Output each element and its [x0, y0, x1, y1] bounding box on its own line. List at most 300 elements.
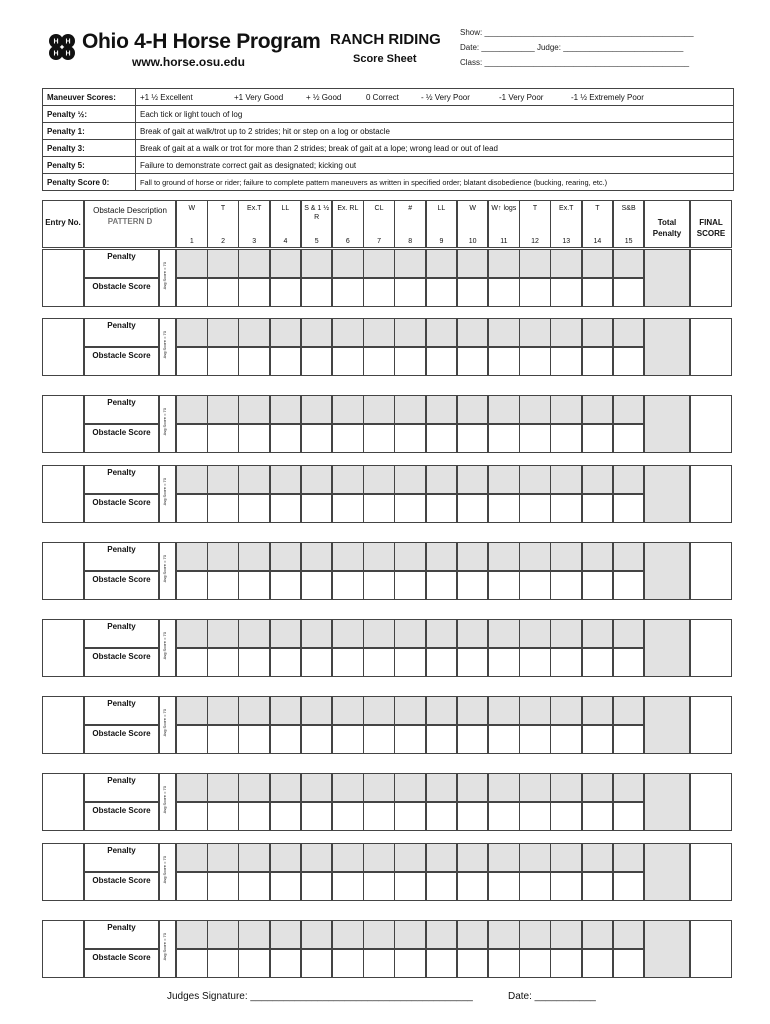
final-score-cell[interactable] — [690, 773, 732, 831]
penalty-input-cell[interactable] — [613, 318, 645, 347]
obstacle-score-input-cell[interactable] — [426, 424, 458, 453]
penalty-input-cell[interactable] — [270, 465, 302, 494]
penalty-input-cell[interactable] — [426, 773, 458, 802]
obstacle-score-input-cell[interactable] — [426, 802, 458, 831]
obstacle-score-input-cell[interactable] — [488, 725, 520, 754]
obstacle-score-input-cell[interactable] — [457, 949, 489, 978]
penalty-input-cell[interactable] — [332, 395, 364, 424]
penalty-input-cell[interactable] — [457, 465, 489, 494]
obstacle-score-input-cell[interactable] — [457, 494, 489, 523]
obstacle-score-input-cell[interactable] — [176, 347, 208, 376]
penalty-input-cell[interactable] — [613, 843, 645, 872]
obstacle-score-input-cell[interactable] — [394, 648, 426, 677]
obstacle-score-input-cell[interactable] — [613, 725, 645, 754]
penalty-input-cell[interactable] — [301, 920, 333, 949]
total-penalty-cell[interactable] — [644, 465, 690, 523]
obstacle-score-input-cell[interactable] — [457, 278, 489, 307]
obstacle-score-input-cell[interactable] — [613, 872, 645, 901]
penalty-input-cell[interactable] — [301, 318, 333, 347]
penalty-input-cell[interactable] — [238, 696, 270, 725]
penalty-input-cell[interactable] — [301, 249, 333, 278]
penalty-input-cell[interactable] — [332, 318, 364, 347]
obstacle-score-input-cell[interactable] — [457, 802, 489, 831]
penalty-input-cell[interactable] — [426, 249, 458, 278]
obstacle-score-input-cell[interactable] — [332, 802, 364, 831]
obstacle-score-input-cell[interactable] — [488, 347, 520, 376]
penalty-input-cell[interactable] — [394, 395, 426, 424]
total-penalty-cell[interactable] — [644, 249, 690, 307]
obstacle-score-input-cell[interactable] — [176, 872, 208, 901]
penalty-input-cell[interactable] — [488, 318, 520, 347]
penalty-input-cell[interactable] — [457, 696, 489, 725]
penalty-input-cell[interactable] — [426, 619, 458, 648]
obstacle-score-input-cell[interactable] — [301, 802, 333, 831]
obstacle-score-input-cell[interactable] — [519, 424, 551, 453]
obstacle-score-input-cell[interactable] — [457, 725, 489, 754]
obstacle-score-input-cell[interactable] — [270, 802, 302, 831]
penalty-input-cell[interactable] — [176, 920, 208, 949]
obstacle-score-input-cell[interactable] — [270, 494, 302, 523]
penalty-input-cell[interactable] — [270, 249, 302, 278]
date-judge-field[interactable]: Date: ____________ Judge: ___________________________ — [460, 43, 684, 52]
obstacle-score-input-cell[interactable] — [582, 494, 614, 523]
obstacle-score-input-cell[interactable] — [457, 648, 489, 677]
penalty-input-cell[interactable] — [176, 395, 208, 424]
penalty-input-cell[interactable] — [270, 773, 302, 802]
obstacle-score-input-cell[interactable] — [394, 494, 426, 523]
total-penalty-cell[interactable] — [644, 843, 690, 901]
obstacle-score-input-cell[interactable] — [582, 872, 614, 901]
obstacle-score-input-cell[interactable] — [519, 648, 551, 677]
final-score-cell[interactable] — [690, 318, 732, 376]
total-penalty-cell[interactable] — [644, 619, 690, 677]
penalty-input-cell[interactable] — [270, 318, 302, 347]
entry-number-cell[interactable] — [42, 843, 84, 901]
penalty-input-cell[interactable] — [363, 696, 395, 725]
obstacle-score-input-cell[interactable] — [301, 571, 333, 600]
obstacle-score-input-cell[interactable] — [270, 648, 302, 677]
penalty-input-cell[interactable] — [363, 318, 395, 347]
obstacle-score-input-cell[interactable] — [332, 571, 364, 600]
obstacle-score-input-cell[interactable] — [238, 949, 270, 978]
penalty-input-cell[interactable] — [301, 696, 333, 725]
penalty-input-cell[interactable] — [550, 843, 582, 872]
obstacle-score-input-cell[interactable] — [394, 802, 426, 831]
penalty-input-cell[interactable] — [613, 249, 645, 278]
penalty-input-cell[interactable] — [519, 465, 551, 494]
obstacle-score-input-cell[interactable] — [457, 347, 489, 376]
penalty-input-cell[interactable] — [207, 395, 239, 424]
penalty-input-cell[interactable] — [457, 318, 489, 347]
obstacle-score-input-cell[interactable] — [363, 571, 395, 600]
obstacle-score-input-cell[interactable] — [394, 949, 426, 978]
obstacle-score-input-cell[interactable] — [613, 571, 645, 600]
obstacle-score-input-cell[interactable] — [363, 278, 395, 307]
obstacle-score-input-cell[interactable] — [363, 347, 395, 376]
final-score-cell[interactable] — [690, 249, 732, 307]
obstacle-score-input-cell[interactable] — [363, 494, 395, 523]
obstacle-score-input-cell[interactable] — [519, 725, 551, 754]
obstacle-score-input-cell[interactable] — [488, 949, 520, 978]
penalty-input-cell[interactable] — [363, 773, 395, 802]
penalty-input-cell[interactable] — [519, 619, 551, 648]
penalty-input-cell[interactable] — [332, 920, 364, 949]
obstacle-score-input-cell[interactable] — [488, 424, 520, 453]
penalty-input-cell[interactable] — [488, 465, 520, 494]
obstacle-score-input-cell[interactable] — [332, 424, 364, 453]
obstacle-score-input-cell[interactable] — [207, 347, 239, 376]
penalty-input-cell[interactable] — [207, 619, 239, 648]
penalty-input-cell[interactable] — [363, 843, 395, 872]
penalty-input-cell[interactable] — [363, 542, 395, 571]
penalty-input-cell[interactable] — [394, 696, 426, 725]
obstacle-score-input-cell[interactable] — [426, 872, 458, 901]
obstacle-score-input-cell[interactable] — [426, 648, 458, 677]
obstacle-score-input-cell[interactable] — [270, 347, 302, 376]
obstacle-score-input-cell[interactable] — [550, 802, 582, 831]
obstacle-score-input-cell[interactable] — [332, 648, 364, 677]
obstacle-score-input-cell[interactable] — [550, 278, 582, 307]
obstacle-score-input-cell[interactable] — [238, 648, 270, 677]
penalty-input-cell[interactable] — [457, 619, 489, 648]
final-score-cell[interactable] — [690, 920, 732, 978]
obstacle-score-input-cell[interactable] — [301, 347, 333, 376]
obstacle-score-input-cell[interactable] — [238, 802, 270, 831]
penalty-input-cell[interactable] — [332, 843, 364, 872]
penalty-input-cell[interactable] — [207, 318, 239, 347]
obstacle-score-input-cell[interactable] — [176, 802, 208, 831]
penalty-input-cell[interactable] — [426, 465, 458, 494]
entry-number-cell[interactable] — [42, 249, 84, 307]
entry-number-cell[interactable] — [42, 619, 84, 677]
penalty-input-cell[interactable] — [301, 465, 333, 494]
signature-date-field[interactable]: Date: ___________ — [508, 991, 596, 1002]
penalty-input-cell[interactable] — [613, 696, 645, 725]
obstacle-score-input-cell[interactable] — [332, 347, 364, 376]
penalty-input-cell[interactable] — [332, 773, 364, 802]
obstacle-score-input-cell[interactable] — [207, 494, 239, 523]
penalty-input-cell[interactable] — [394, 920, 426, 949]
penalty-input-cell[interactable] — [582, 843, 614, 872]
obstacle-score-input-cell[interactable] — [238, 725, 270, 754]
penalty-input-cell[interactable] — [176, 465, 208, 494]
penalty-input-cell[interactable] — [301, 773, 333, 802]
total-penalty-cell[interactable] — [644, 773, 690, 831]
obstacle-score-input-cell[interactable] — [270, 424, 302, 453]
obstacle-score-input-cell[interactable] — [394, 347, 426, 376]
entry-number-cell[interactable] — [42, 696, 84, 754]
penalty-input-cell[interactable] — [270, 920, 302, 949]
penalty-input-cell[interactable] — [519, 318, 551, 347]
obstacle-score-input-cell[interactable] — [613, 278, 645, 307]
entry-number-cell[interactable] — [42, 542, 84, 600]
obstacle-score-input-cell[interactable] — [301, 494, 333, 523]
obstacle-score-input-cell[interactable] — [426, 494, 458, 523]
obstacle-score-input-cell[interactable] — [550, 347, 582, 376]
penalty-input-cell[interactable] — [332, 619, 364, 648]
penalty-input-cell[interactable] — [488, 395, 520, 424]
penalty-input-cell[interactable] — [519, 542, 551, 571]
penalty-input-cell[interactable] — [207, 542, 239, 571]
obstacle-score-input-cell[interactable] — [582, 278, 614, 307]
obstacle-score-input-cell[interactable] — [176, 571, 208, 600]
penalty-input-cell[interactable] — [176, 249, 208, 278]
obstacle-score-input-cell[interactable] — [582, 648, 614, 677]
penalty-input-cell[interactable] — [488, 249, 520, 278]
final-score-cell[interactable] — [690, 619, 732, 677]
penalty-input-cell[interactable] — [238, 619, 270, 648]
penalty-input-cell[interactable] — [613, 920, 645, 949]
penalty-input-cell[interactable] — [207, 843, 239, 872]
obstacle-score-input-cell[interactable] — [176, 949, 208, 978]
penalty-input-cell[interactable] — [238, 843, 270, 872]
penalty-input-cell[interactable] — [176, 619, 208, 648]
penalty-input-cell[interactable] — [332, 542, 364, 571]
penalty-input-cell[interactable] — [301, 395, 333, 424]
penalty-input-cell[interactable] — [301, 542, 333, 571]
penalty-input-cell[interactable] — [519, 843, 551, 872]
penalty-input-cell[interactable] — [270, 619, 302, 648]
penalty-input-cell[interactable] — [394, 542, 426, 571]
penalty-input-cell[interactable] — [519, 696, 551, 725]
penalty-input-cell[interactable] — [550, 773, 582, 802]
penalty-input-cell[interactable] — [426, 542, 458, 571]
obstacle-score-input-cell[interactable] — [207, 424, 239, 453]
penalty-input-cell[interactable] — [488, 542, 520, 571]
penalty-input-cell[interactable] — [176, 318, 208, 347]
obstacle-score-input-cell[interactable] — [332, 494, 364, 523]
penalty-input-cell[interactable] — [238, 465, 270, 494]
penalty-input-cell[interactable] — [394, 773, 426, 802]
entry-number-cell[interactable] — [42, 920, 84, 978]
obstacle-score-input-cell[interactable] — [457, 424, 489, 453]
obstacle-score-input-cell[interactable] — [550, 648, 582, 677]
penalty-input-cell[interactable] — [332, 249, 364, 278]
penalty-input-cell[interactable] — [582, 318, 614, 347]
obstacle-score-input-cell[interactable] — [426, 278, 458, 307]
penalty-input-cell[interactable] — [582, 920, 614, 949]
penalty-input-cell[interactable] — [519, 773, 551, 802]
obstacle-score-input-cell[interactable] — [301, 949, 333, 978]
obstacle-score-input-cell[interactable] — [238, 424, 270, 453]
obstacle-score-input-cell[interactable] — [301, 424, 333, 453]
obstacle-score-input-cell[interactable] — [238, 872, 270, 901]
obstacle-score-input-cell[interactable] — [582, 424, 614, 453]
obstacle-score-input-cell[interactable] — [613, 802, 645, 831]
penalty-input-cell[interactable] — [582, 465, 614, 494]
obstacle-score-input-cell[interactable] — [270, 725, 302, 754]
penalty-input-cell[interactable] — [363, 249, 395, 278]
penalty-input-cell[interactable] — [519, 395, 551, 424]
obstacle-score-input-cell[interactable] — [550, 494, 582, 523]
obstacle-score-input-cell[interactable] — [363, 725, 395, 754]
penalty-input-cell[interactable] — [488, 843, 520, 872]
penalty-input-cell[interactable] — [394, 843, 426, 872]
penalty-input-cell[interactable] — [550, 619, 582, 648]
penalty-input-cell[interactable] — [394, 249, 426, 278]
obstacle-score-input-cell[interactable] — [207, 802, 239, 831]
obstacle-score-input-cell[interactable] — [582, 347, 614, 376]
penalty-input-cell[interactable] — [582, 696, 614, 725]
penalty-input-cell[interactable] — [426, 395, 458, 424]
penalty-input-cell[interactable] — [301, 843, 333, 872]
penalty-input-cell[interactable] — [426, 843, 458, 872]
penalty-input-cell[interactable] — [207, 249, 239, 278]
penalty-input-cell[interactable] — [457, 843, 489, 872]
penalty-input-cell[interactable] — [363, 619, 395, 648]
obstacle-score-input-cell[interactable] — [363, 802, 395, 831]
obstacle-score-input-cell[interactable] — [363, 648, 395, 677]
obstacle-score-input-cell[interactable] — [519, 278, 551, 307]
obstacle-score-input-cell[interactable] — [270, 278, 302, 307]
obstacle-score-input-cell[interactable] — [550, 949, 582, 978]
obstacle-score-input-cell[interactable] — [488, 648, 520, 677]
obstacle-score-input-cell[interactable] — [238, 571, 270, 600]
total-penalty-cell[interactable] — [644, 696, 690, 754]
obstacle-score-input-cell[interactable] — [332, 278, 364, 307]
entry-number-cell[interactable] — [42, 773, 84, 831]
obstacle-score-input-cell[interactable] — [363, 424, 395, 453]
penalty-input-cell[interactable] — [363, 920, 395, 949]
obstacle-score-input-cell[interactable] — [207, 571, 239, 600]
class-field[interactable]: Class: ______________________________________________ — [460, 58, 690, 67]
obstacle-score-input-cell[interactable] — [332, 949, 364, 978]
penalty-input-cell[interactable] — [519, 920, 551, 949]
total-penalty-cell[interactable] — [644, 318, 690, 376]
obstacle-score-input-cell[interactable] — [519, 571, 551, 600]
obstacle-score-input-cell[interactable] — [457, 571, 489, 600]
penalty-input-cell[interactable] — [394, 619, 426, 648]
obstacle-score-input-cell[interactable] — [550, 872, 582, 901]
obstacle-score-input-cell[interactable] — [363, 872, 395, 901]
penalty-input-cell[interactable] — [550, 542, 582, 571]
final-score-cell[interactable] — [690, 843, 732, 901]
obstacle-score-input-cell[interactable] — [488, 571, 520, 600]
penalty-input-cell[interactable] — [394, 465, 426, 494]
penalty-input-cell[interactable] — [238, 773, 270, 802]
obstacle-score-input-cell[interactable] — [582, 802, 614, 831]
penalty-input-cell[interactable] — [550, 395, 582, 424]
obstacle-score-input-cell[interactable] — [394, 872, 426, 901]
penalty-input-cell[interactable] — [207, 773, 239, 802]
obstacle-score-input-cell[interactable] — [207, 949, 239, 978]
penalty-input-cell[interactable] — [519, 249, 551, 278]
obstacle-score-input-cell[interactable] — [238, 494, 270, 523]
entry-number-cell[interactable] — [42, 465, 84, 523]
obstacle-score-input-cell[interactable] — [613, 424, 645, 453]
judge-signature-field[interactable]: Judges Signature: ________________________________________ — [167, 991, 473, 1002]
obstacle-score-input-cell[interactable] — [207, 872, 239, 901]
penalty-input-cell[interactable] — [270, 696, 302, 725]
obstacle-score-input-cell[interactable] — [426, 347, 458, 376]
total-penalty-cell[interactable] — [644, 542, 690, 600]
obstacle-score-input-cell[interactable] — [613, 347, 645, 376]
penalty-input-cell[interactable] — [301, 619, 333, 648]
penalty-input-cell[interactable] — [582, 542, 614, 571]
final-score-cell[interactable] — [690, 465, 732, 523]
penalty-input-cell[interactable] — [394, 318, 426, 347]
penalty-input-cell[interactable] — [613, 619, 645, 648]
obstacle-score-input-cell[interactable] — [176, 494, 208, 523]
obstacle-score-input-cell[interactable] — [394, 424, 426, 453]
penalty-input-cell[interactable] — [550, 249, 582, 278]
penalty-input-cell[interactable] — [457, 249, 489, 278]
penalty-input-cell[interactable] — [332, 696, 364, 725]
obstacle-score-input-cell[interactable] — [332, 725, 364, 754]
penalty-input-cell[interactable] — [613, 542, 645, 571]
obstacle-score-input-cell[interactable] — [550, 725, 582, 754]
penalty-input-cell[interactable] — [457, 773, 489, 802]
obstacle-score-input-cell[interactable] — [238, 278, 270, 307]
final-score-cell[interactable] — [690, 696, 732, 754]
penalty-input-cell[interactable] — [176, 696, 208, 725]
penalty-input-cell[interactable] — [238, 395, 270, 424]
obstacle-score-input-cell[interactable] — [301, 725, 333, 754]
obstacle-score-input-cell[interactable] — [207, 725, 239, 754]
total-penalty-cell[interactable] — [644, 395, 690, 453]
penalty-input-cell[interactable] — [207, 696, 239, 725]
penalty-input-cell[interactable] — [457, 542, 489, 571]
obstacle-score-input-cell[interactable] — [488, 494, 520, 523]
penalty-input-cell[interactable] — [176, 843, 208, 872]
penalty-input-cell[interactable] — [582, 619, 614, 648]
penalty-input-cell[interactable] — [332, 465, 364, 494]
penalty-input-cell[interactable] — [582, 395, 614, 424]
obstacle-score-input-cell[interactable] — [301, 648, 333, 677]
obstacle-score-input-cell[interactable] — [488, 278, 520, 307]
total-penalty-cell[interactable] — [644, 920, 690, 978]
penalty-input-cell[interactable] — [238, 542, 270, 571]
obstacle-score-input-cell[interactable] — [457, 872, 489, 901]
obstacle-score-input-cell[interactable] — [332, 872, 364, 901]
obstacle-score-input-cell[interactable] — [613, 494, 645, 523]
obstacle-score-input-cell[interactable] — [301, 872, 333, 901]
penalty-input-cell[interactable] — [613, 465, 645, 494]
obstacle-score-input-cell[interactable] — [270, 872, 302, 901]
penalty-input-cell[interactable] — [270, 843, 302, 872]
obstacle-score-input-cell[interactable] — [426, 571, 458, 600]
obstacle-score-input-cell[interactable] — [270, 571, 302, 600]
penalty-input-cell[interactable] — [488, 920, 520, 949]
obstacle-score-input-cell[interactable] — [582, 725, 614, 754]
penalty-input-cell[interactable] — [488, 619, 520, 648]
obstacle-score-input-cell[interactable] — [394, 278, 426, 307]
penalty-input-cell[interactable] — [270, 395, 302, 424]
obstacle-score-input-cell[interactable] — [270, 949, 302, 978]
penalty-input-cell[interactable] — [363, 465, 395, 494]
obstacle-score-input-cell[interactable] — [176, 725, 208, 754]
obstacle-score-input-cell[interactable] — [394, 571, 426, 600]
obstacle-score-input-cell[interactable] — [519, 802, 551, 831]
obstacle-score-input-cell[interactable] — [519, 347, 551, 376]
penalty-input-cell[interactable] — [207, 920, 239, 949]
penalty-input-cell[interactable] — [457, 920, 489, 949]
penalty-input-cell[interactable] — [238, 249, 270, 278]
penalty-input-cell[interactable] — [613, 395, 645, 424]
show-field[interactable]: Show: _______________________________________________ — [460, 28, 694, 37]
penalty-input-cell[interactable] — [426, 920, 458, 949]
penalty-input-cell[interactable] — [176, 542, 208, 571]
penalty-input-cell[interactable] — [582, 773, 614, 802]
penalty-input-cell[interactable] — [207, 465, 239, 494]
penalty-input-cell[interactable] — [488, 696, 520, 725]
penalty-input-cell[interactable] — [488, 773, 520, 802]
penalty-input-cell[interactable] — [176, 773, 208, 802]
program-url[interactable]: www.horse.osu.edu — [132, 55, 245, 69]
penalty-input-cell[interactable] — [457, 395, 489, 424]
penalty-input-cell[interactable] — [613, 773, 645, 802]
obstacle-score-input-cell[interactable] — [582, 949, 614, 978]
